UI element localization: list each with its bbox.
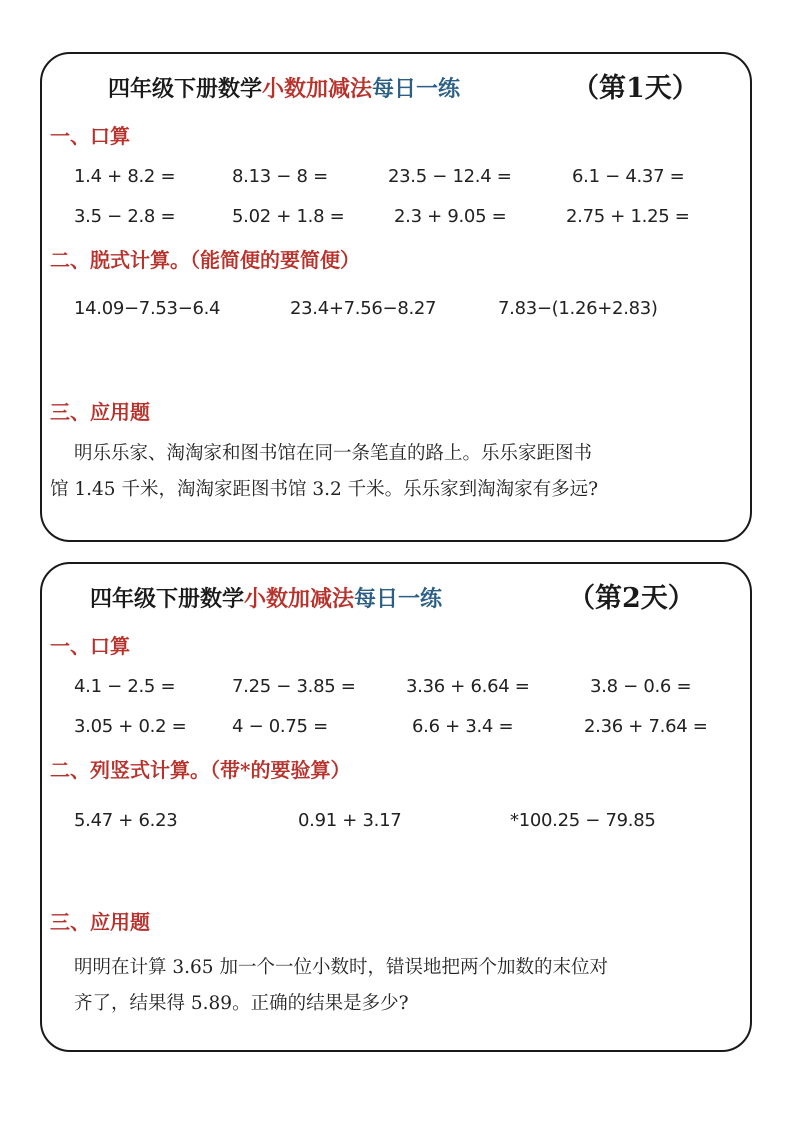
- section-oral: 一、口算: [50, 634, 130, 658]
- word-problem-line: 明明在计算 3.65 加一个一位小数时，错误地把两个加数的末位对: [74, 957, 608, 978]
- title-daily: 每日一练: [354, 586, 443, 612]
- word-problem: [50, 436, 746, 508]
- calc-problem: 14.09−7.53−6.4: [74, 298, 221, 319]
- worksheet-title: [42, 576, 750, 616]
- oral-problem: 6.1 − 4.37 =: [572, 166, 685, 187]
- oral-problem: 3.05 + 0.2 =: [74, 716, 187, 737]
- worksheet-day-1: [40, 52, 752, 542]
- calc-problem: *100.25 − 79.85: [510, 810, 656, 831]
- section-calc: 二、脱式计算。（能简便的要简便）: [50, 248, 360, 272]
- oral-problem: 2.3 + 9.05 =: [394, 206, 507, 227]
- worksheet-title: [42, 66, 750, 106]
- word-problem: [50, 950, 746, 1022]
- calc-problem: 7.83−(1.26+2.83): [498, 298, 658, 319]
- oral-problem: 8.13 − 8 =: [232, 166, 328, 187]
- oral-problem: 4.1 − 2.5 =: [74, 676, 176, 697]
- title-daily: 每日一练: [372, 76, 461, 102]
- oral-problem: 2.36 + 7.64 =: [584, 716, 708, 737]
- section-vertical-calc: 二、列竖式计算。（带*的要验算）: [50, 758, 351, 782]
- calc-problem: 23.4+7.56−8.27: [290, 298, 437, 319]
- section-word-problem: 三、应用题: [50, 400, 150, 424]
- title-grade: 四年级下册数学: [90, 586, 245, 612]
- oral-problem: 6.6 + 3.4 =: [412, 716, 514, 737]
- title-topic: 小数加减法: [244, 586, 355, 612]
- calc-problem: 0.91 + 3.17: [298, 810, 402, 831]
- title-day: （第1天）: [572, 73, 699, 104]
- oral-problem: 2.75 + 1.25 =: [566, 206, 690, 227]
- title-topic: 小数加减法: [262, 76, 373, 102]
- section-word-problem: 三、应用题: [50, 910, 150, 934]
- title-grade: 四年级下册数学: [108, 76, 263, 102]
- oral-problem: 3.8 − 0.6 =: [590, 676, 692, 697]
- section-oral: 一、口算: [50, 124, 130, 148]
- oral-problem: 5.02 + 1.8 =: [232, 206, 345, 227]
- oral-problem: 7.25 − 3.85 =: [232, 676, 356, 697]
- oral-problem: 4 − 0.75 =: [232, 716, 328, 737]
- calc-problem: 5.47 + 6.23: [74, 810, 178, 831]
- worksheet-day-2: [40, 562, 752, 1052]
- word-problem-line: 馆 1.45 千米，淘淘家距图书馆 3.2 千米。乐乐家到淘淘家有多远?: [50, 479, 599, 500]
- word-problem-line: 齐了，结果得 5.89。正确的结果是多少?: [74, 993, 409, 1014]
- oral-problem: 23.5 − 12.4 =: [388, 166, 512, 187]
- oral-problem: 3.5 − 2.8 =: [74, 206, 176, 227]
- title-day: （第2天）: [568, 583, 695, 614]
- word-problem-line: 明乐乐家、淘淘家和图书馆在同一条笔直的路上。乐乐家距图书: [74, 443, 593, 464]
- oral-problem: 3.36 + 6.64 =: [406, 676, 530, 697]
- oral-problem: 1.4 + 8.2 =: [74, 166, 176, 187]
